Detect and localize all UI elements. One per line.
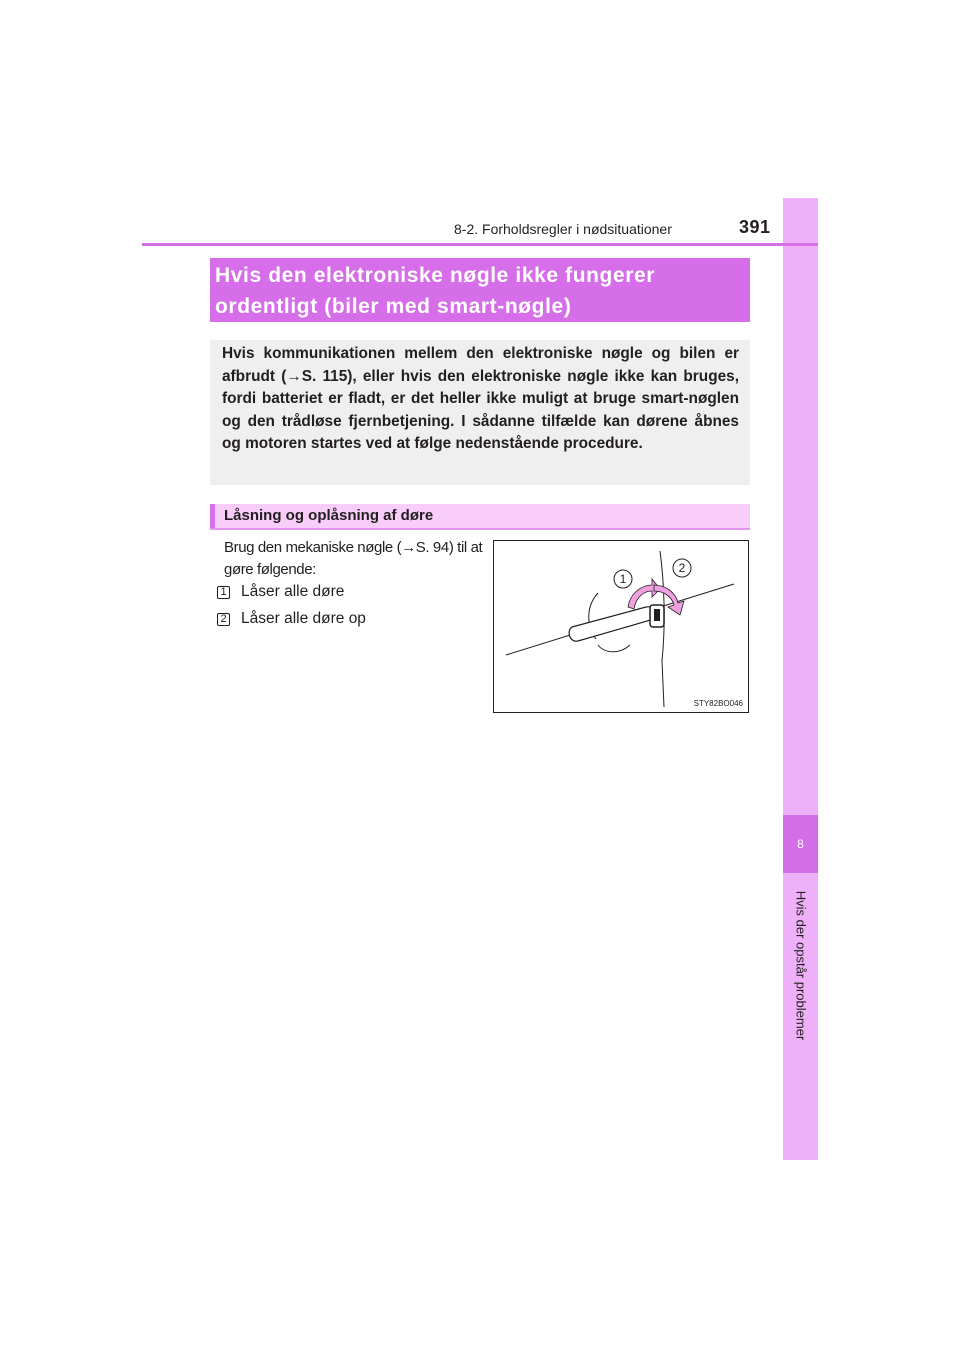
body-text: Brug den mekaniske nøgle (→S. 94) til at gøre følgende: xyxy=(224,539,483,578)
intro-text: Hvis kommunikationen mellem den elektroniske nøgle og bilen er afbrudt (→S. 115), eller hvis den elektroniske nøgle ikke kan bruges, fordi batteriet er fladt, er det heller ikke muligt at bruge smart-nøglen og den trådløse fjernbetjening. I sådanne tilfælde kan dørene åbnes og motoren startes ved at følge nedenstående procedure. xyxy=(222,345,739,453)
step-text: Låser alle døre xyxy=(241,583,345,600)
chapter-title-tab[interactable] xyxy=(783,880,818,1050)
subsection-heading: Låsning og oplåsning af døre xyxy=(224,507,434,524)
chapter-title: Hvis der opstår problemer xyxy=(793,890,808,1040)
door-handle-drawing xyxy=(494,541,750,714)
page-number: 391 xyxy=(739,217,771,237)
section-title-box xyxy=(210,258,750,322)
section-title: Hvis den elektroniske nøgle ikke fungerer ordentligt (biler med smart-nøgle) xyxy=(215,264,656,318)
chapter-number: 8 xyxy=(797,837,804,851)
subsection-heading-bar xyxy=(210,504,750,530)
figure-code: STY82BO046 xyxy=(693,699,743,708)
intro-box xyxy=(210,340,750,485)
callout-2: 2 xyxy=(678,561,686,575)
side-tab-upper xyxy=(783,198,818,815)
step-item xyxy=(217,583,344,601)
step-item xyxy=(217,610,366,628)
callout-1: 1 xyxy=(619,572,627,586)
chapter-number-tab[interactable] xyxy=(783,815,818,873)
step-text: Låser alle døre op xyxy=(241,610,366,627)
section-reference: 8-2. Forholdsregler i nødsituationer xyxy=(454,221,672,237)
step-number: 2 xyxy=(217,613,230,626)
door-handle-illustration xyxy=(493,540,749,713)
header-divider xyxy=(142,243,818,246)
step-number: 1 xyxy=(217,586,230,599)
